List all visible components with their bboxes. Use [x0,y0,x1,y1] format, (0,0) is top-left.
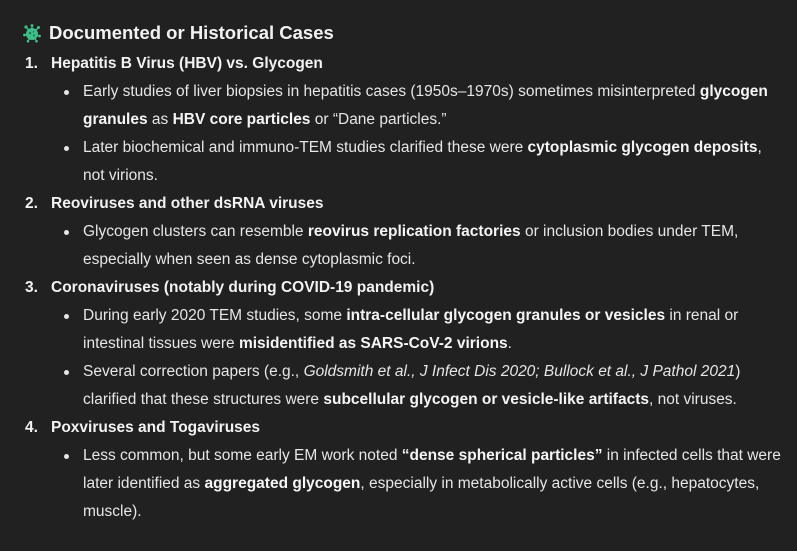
text-run: Later biochemical and immuno-TEM studies clarified these were [83,139,528,156]
bullet-dot-icon [60,134,83,190]
bullet-point [60,218,797,274]
case-number: 2. [25,195,38,212]
bullet-text [83,442,783,526]
case-number: 3. [25,279,38,296]
case-title-text: Coronaviruses (notably during COVID-19 pandemic) [51,279,435,296]
case-title [22,190,797,218]
text-run: , especially in metabolically active cells (e.g., hepatocytes, muscle). [83,475,760,520]
bullet-dot-icon [60,78,83,134]
case-item [22,190,797,274]
text-run: as [147,111,173,128]
bold-text: reovirus replication factories [307,223,521,240]
text-run: ) clarified that these structures were [83,363,741,408]
case-item [22,274,797,414]
bold-text: subcellular glycogen or vesicle-like artifacts [323,391,649,408]
text-run: , not virions. [83,139,762,184]
italic-citation: Goldsmith et al., J Infect Dis 2020; Bullock et al., J Pathol 2021 [303,363,736,380]
bullet-text [83,302,783,358]
bullet-point [60,78,797,134]
text-run: in renal or intestinal tissues were [83,307,739,352]
bullet-list [22,218,797,274]
bold-text: glycogen granules [83,83,768,128]
bullet-text [83,218,783,274]
bullet-list [22,302,797,414]
text-run: . [507,335,512,352]
bold-text: misidentified as SARS-CoV-2 virions [238,335,508,352]
case-number: 4. [25,419,38,436]
bullet-text [83,358,783,414]
text-run: Early studies of liver biopsies in hepatitis cases (1950s–1970s) sometimes misinterpreted [83,83,700,100]
section-heading [22,20,797,46]
bullet-point [60,302,797,358]
text-run: Less common, but some early EM work noted [83,447,402,464]
case-list [22,50,797,526]
case-title-text: Hepatitis B Virus (HBV) vs. Glycogen [51,55,323,72]
bullet-list [22,442,797,526]
bullet-dot-icon [60,302,83,358]
case-title [22,50,797,78]
text-run: or inclusion bodies under TEM, especially when seen as dense cytoplasmic foci. [83,223,739,268]
bullet-dot-icon [60,358,83,414]
case-title [22,414,797,442]
bold-text: aggregated glycogen [204,475,361,492]
bold-text: cytoplasmic glycogen deposits [527,139,758,156]
bullet-list [22,78,797,190]
section-title: Documented or Historical Cases [49,22,334,43]
bold-text: intra-cellular glycogen granules or vesicles [346,307,666,324]
bullet-dot-icon [60,218,83,274]
case-title-text: Reoviruses and other dsRNA viruses [51,195,324,212]
bullet-text [83,134,783,190]
bold-text: HBV core particles [172,111,311,128]
microbe-icon [22,23,42,43]
bullet-dot-icon [60,442,83,526]
case-item [22,414,797,526]
bullet-point [60,358,797,414]
text-run: Glycogen clusters can resemble [83,223,308,240]
case-number: 1. [25,55,38,72]
bullet-point [60,442,797,526]
case-title [22,274,797,302]
text-run: During early 2020 TEM studies, some [83,307,347,324]
bold-text: “dense spherical particles” [401,447,603,464]
text-run: or “Dane particles.” [310,111,447,128]
text-run: in infected cells that were later identified as [83,447,781,492]
bullet-point [60,134,797,190]
text-run: , not viruses. [649,391,737,408]
case-item [22,50,797,190]
text-run: Several correction papers (e.g., [83,363,304,380]
bullet-text [83,78,783,134]
case-title-text: Poxviruses and Togaviruses [51,419,261,436]
